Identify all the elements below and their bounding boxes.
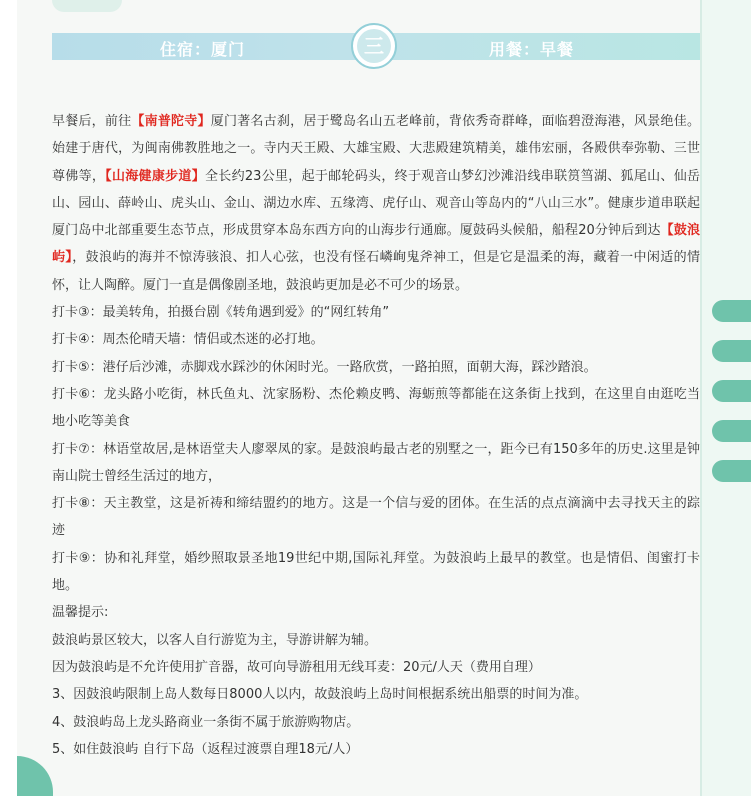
accommodation-label: 住宿：厦门 bbox=[160, 40, 246, 59]
day-number-badge bbox=[351, 23, 397, 69]
decorative-stripe bbox=[712, 460, 751, 482]
tips-title: 温馨提示: bbox=[52, 605, 109, 621]
checkin-item: 打卡⑧：天主教堂，这是祈祷和缔结盟约的地方。这是一个信与爱的团体。在生活的点点滴滴中去寻找天主的踪迹 bbox=[52, 496, 700, 539]
tip-item: 因为鼓浪屿是不允许使用扩音器，故可向导游租用无线耳麦：20元/人天（费用自理） bbox=[52, 659, 541, 675]
tip-item: 3、因鼓浪屿限制上岛人数每日8000人以内，故鼓浪屿上岛时间根据系统出船票的时间为准。 bbox=[52, 687, 588, 703]
checkin-item: 打卡③：最美转角，拍摄台剧《转角遇到爱》的“网红转角” bbox=[52, 305, 390, 321]
spot-name: 【南普陀寺】 bbox=[131, 114, 211, 129]
itinerary-content bbox=[52, 108, 700, 763]
tip-item: 4、鼓浪屿岛上龙头路商业一条街不属于旅游购物店。 bbox=[52, 714, 360, 730]
intro-text: 全长约23公里，起于邮轮码头，终于观音山梦幻沙滩沿线串联筼筜湖、狐尾山、仙岳山、园山、薛岭山、虎头山、金山、湖边水库、五缘湾、虎仔山、观音山等岛内的“八山三水”。健康步道串联起厦门岛中北部重要生态节点，形成贯穿本岛东西方向的山海步行通廊。厦鼓码头候船，船程20分钟后到达 bbox=[52, 168, 700, 239]
meal-label: 用餐：早餐 bbox=[489, 40, 575, 59]
spot-name: 【鼓浪屿】 bbox=[52, 223, 700, 266]
tip-item: 鼓浪屿景区较大，以客人自行游览为主，导游讲解为辅。 bbox=[52, 632, 378, 648]
checkin-item: 打卡⑨：协和礼拜堂，婚纱照取景圣地19世纪中期,国际礼拜堂。为鼓浪屿上最早的教堂。也是情侣、闺蜜打卡地。 bbox=[52, 550, 700, 594]
decorative-stripe bbox=[712, 420, 751, 442]
checkin-item: 打卡⑦：林语堂故居,是林语堂夫人廖翠凤的家。是鼓浪屿最古老的别墅之一，距今已有150多年的历史.这里是钟南山院士曾经生活过的地方， bbox=[52, 441, 700, 484]
day-number: 三 bbox=[357, 29, 391, 63]
intro-text: 厦门著名古刹，居于鹭岛名山五老峰前，背依秀奇群峰，面临碧澄海港，风景绝佳。始建于唐代，为闽南佛教胜地之一。寺内天王殿、大雄宝殿、大悲殿建筑精美，雄伟宏丽，各殿供奉弥勒、三世尊佛等， bbox=[52, 114, 700, 184]
tip-item: 5、如住鼓浪屿 自行下岛（返程过渡票自理18元/人） bbox=[52, 741, 359, 757]
intro-text: 早餐后，前往 bbox=[52, 114, 132, 129]
decorative-leaf-top bbox=[52, 0, 122, 12]
decorative-stripe bbox=[712, 300, 751, 322]
decorative-stripe bbox=[712, 340, 751, 362]
page-margin-left bbox=[0, 0, 17, 796]
decorative-stripe bbox=[712, 380, 751, 402]
spot-name: 【山海健康步道】 bbox=[105, 168, 205, 184]
intro-text: ，鼓浪屿的海并不惊涛骇浪、扣人心弦，也没有怪石嶙峋鬼斧神工，但是它是温柔的海，藏着一中闲适的情怀，让人陶醉。厦门一直是偶像剧圣地，鼓浪屿更加是必不可少的场景。 bbox=[52, 250, 700, 293]
checkin-item: 打卡⑥：龙头路小吃街，林氏鱼丸、沈家肠粉、杰伦赖皮鸭、海蛎煎等都能在这条街上找到，在这里自由逛吃当地小吃等美食 bbox=[52, 386, 700, 430]
checkin-item: 打卡⑤：港仔后沙滩，赤脚戏水踩沙的休闲时光。一路欣赏，一路拍照，面朝大海，踩沙踏浪。 bbox=[52, 359, 597, 375]
checkin-item: 打卡④：周杰伦晴天墙：情侣或杰迷的必打地。 bbox=[52, 332, 324, 348]
intro-paragraph bbox=[52, 108, 700, 299]
